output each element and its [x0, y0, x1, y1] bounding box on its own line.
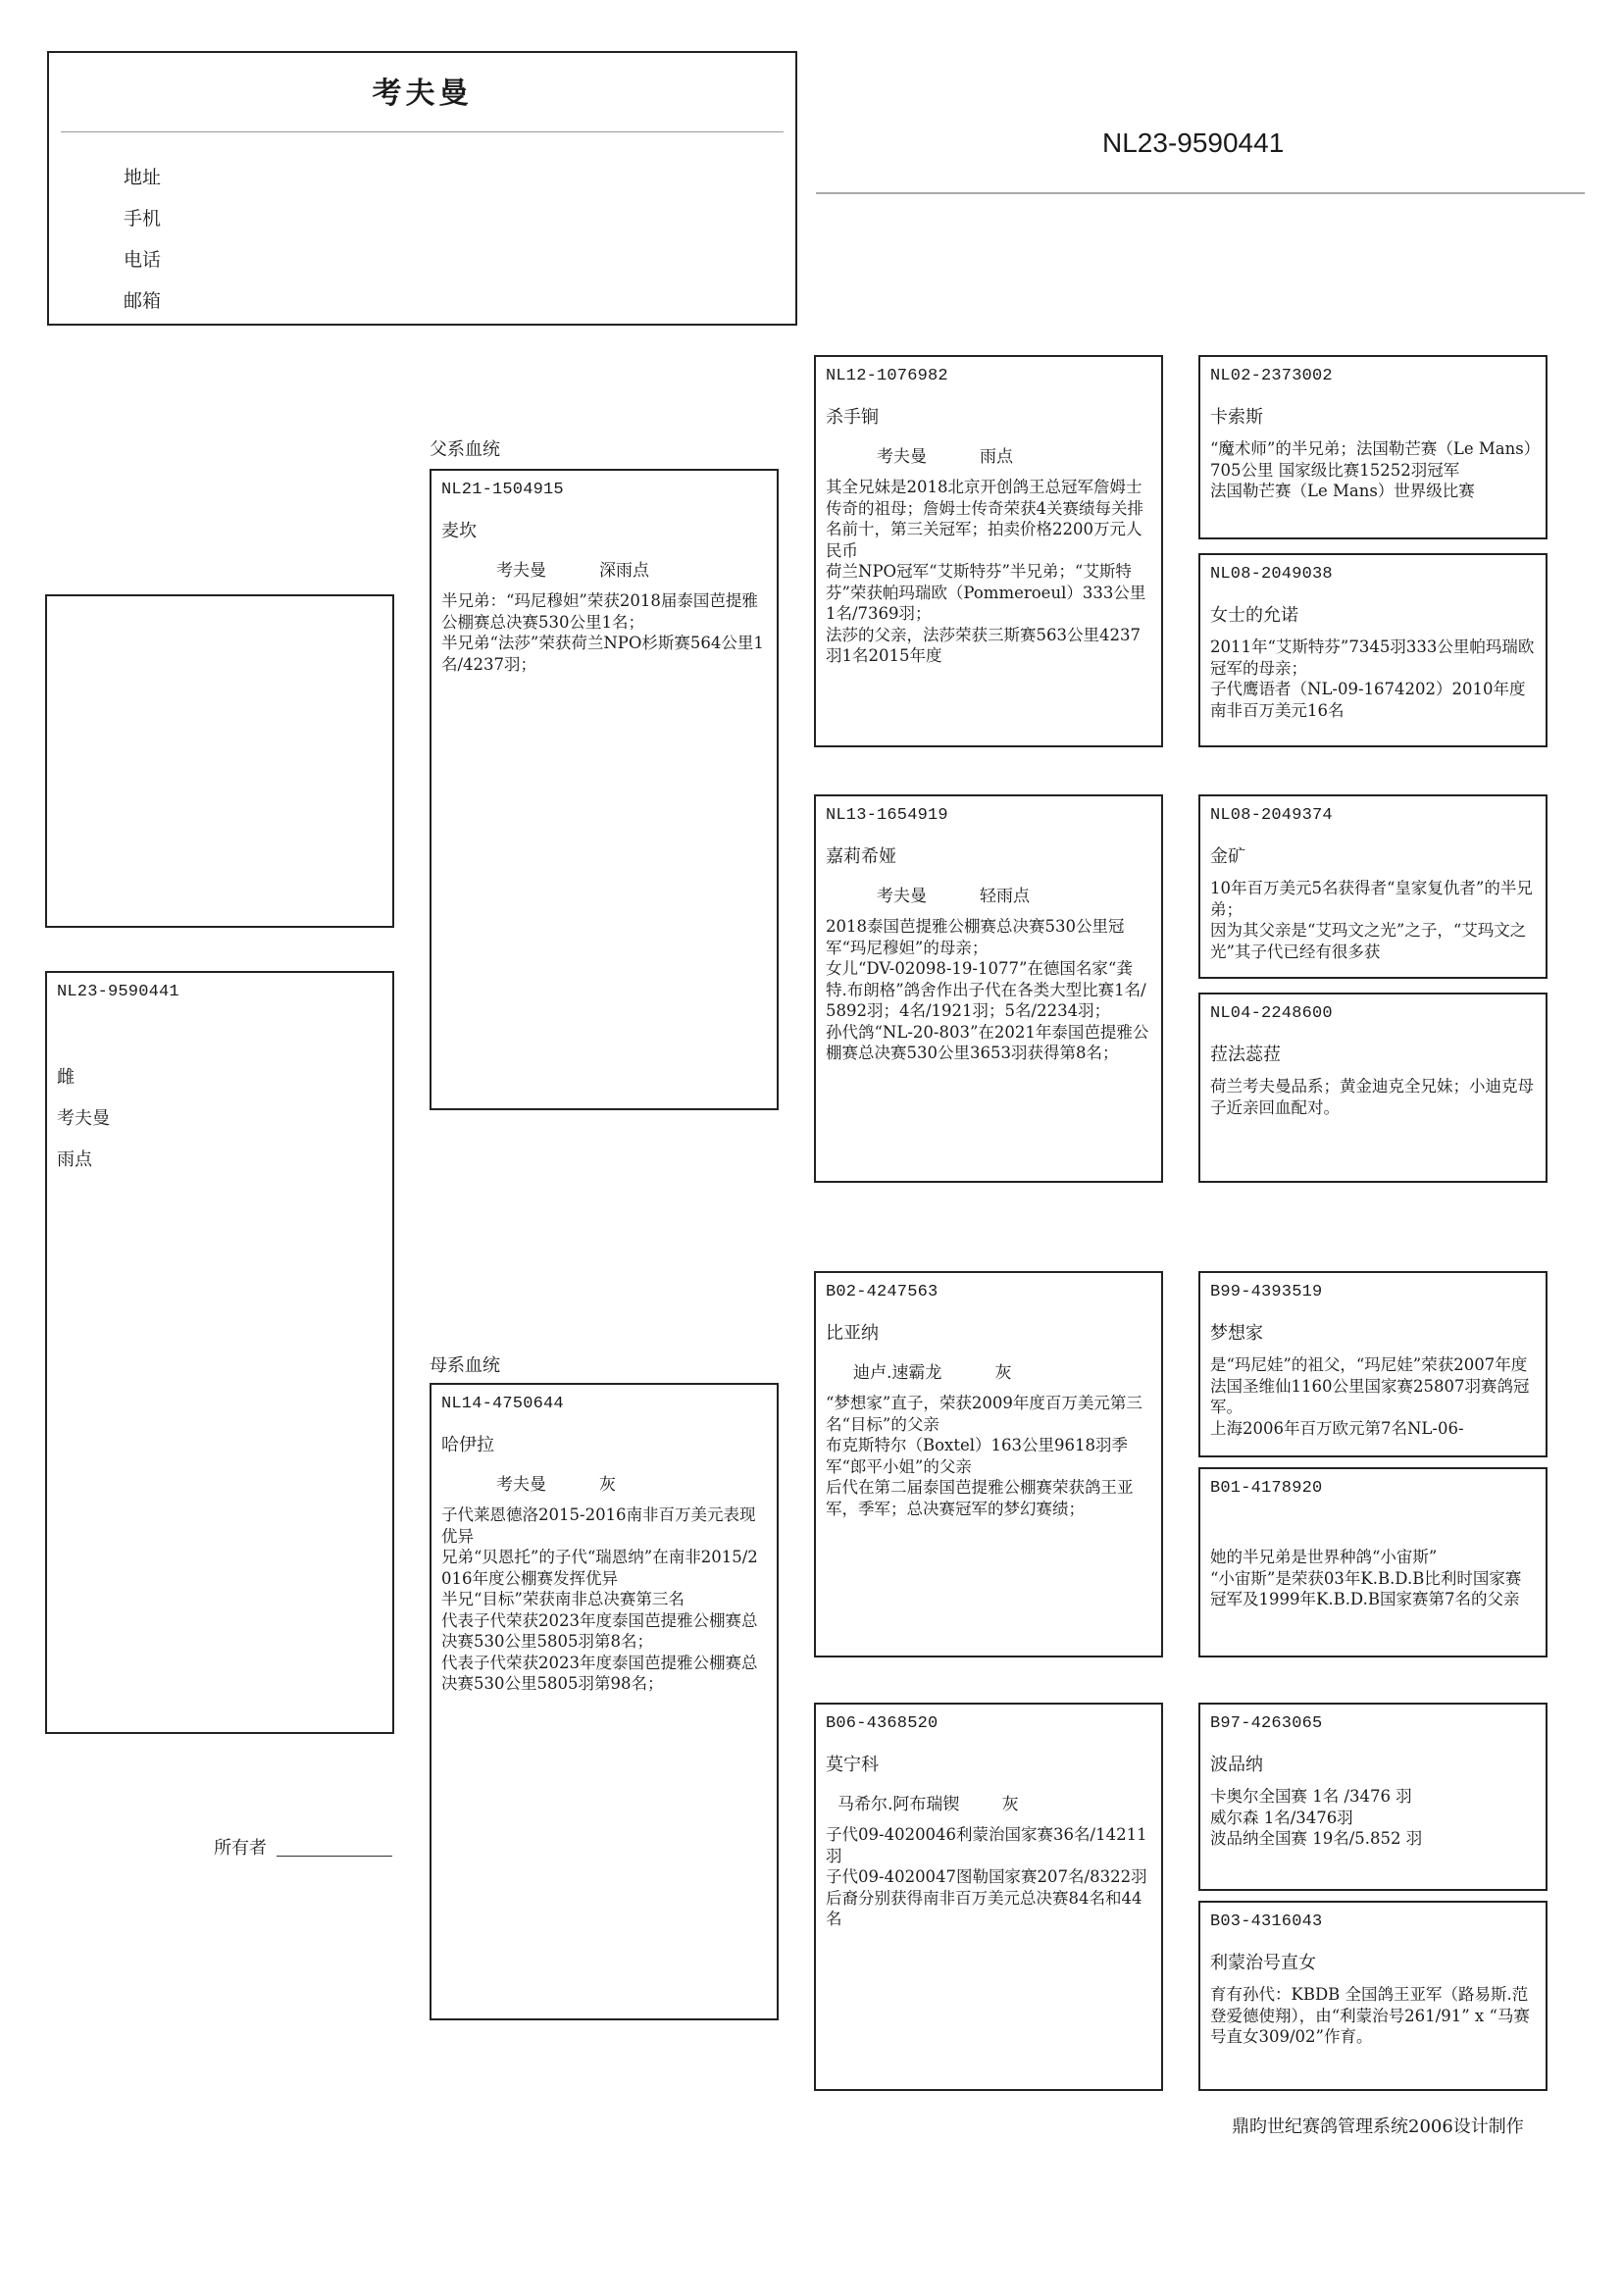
ggp6-name — [1210, 1515, 1536, 1537]
contact-email: 邮箱 — [124, 290, 162, 312]
gp2-ring: NL13-1654919 — [826, 806, 948, 825]
note-line: 育有孙代：KBDB 全国鸽王亚军（路易斯.范登爱德使翔），由“利蒙治号261/91” x “马赛号直女309/02”作育。 — [1210, 1985, 1530, 2046]
gp1-name: 杀手锏 — [826, 407, 879, 428]
gp3-ring: B02-4247563 — [826, 1283, 939, 1301]
dam-ring: NL14-4750644 — [441, 1395, 564, 1413]
sire-card — [430, 469, 779, 1110]
note-line: 2011年“艾斯特芬”7345羽333公里帕玛瑞欧冠军的母亲； — [1210, 637, 1535, 678]
gp3-notes — [826, 1393, 1151, 1519]
note-line: 半兄弟“法莎”荣获荷兰NPO杉斯赛564公里1名/4237羽； — [441, 634, 764, 674]
note-line: 因为其父亲是“艾玛文之光”之子，“艾玛文之光”其子代已经有很多获 — [1210, 921, 1527, 961]
subject-sex: 雌 — [57, 1067, 75, 1088]
note-line: 子代09-4020046利蒙治国家赛36名/14211羽 — [826, 1825, 1147, 1865]
mother-line-label: 母系血统 — [430, 1355, 500, 1376]
dam-strain-color: 考夫曼 灰 — [496, 1475, 617, 1495]
note-line: 兄弟“贝恩托”的子代“瑞恩纳”在南非2015/2016年度公棚赛发挥优异 — [441, 1548, 758, 1588]
subject-bird-card — [45, 971, 394, 1734]
gp2-notes — [826, 916, 1151, 1064]
dam-name: 哈伊拉 — [441, 1435, 494, 1455]
subject-strain: 考夫曼 — [57, 1108, 110, 1129]
ggp3-ring: NL08-2049374 — [1210, 806, 1333, 825]
owner-signature-line — [277, 1856, 392, 1857]
ggp6-ring: B01-4178920 — [1210, 1479, 1323, 1498]
note-line: 女儿“DV-02098-19-1077”在德国名家“龚特.布朗格”鸽舍作出子代在各类大型比赛1名/5892羽；4名/1921羽；5名/2234羽； — [826, 959, 1146, 1020]
gp1-notes — [826, 477, 1151, 667]
great-grandparent-card-3 — [1198, 794, 1548, 979]
ggp2-notes — [1210, 637, 1536, 721]
contact-address: 地址 — [124, 167, 162, 188]
bird-photo-frame — [45, 594, 394, 928]
note-line: 法国勒芒赛（Le Mans）世界级比赛 — [1210, 482, 1475, 500]
note-line: 半兄弟：“玛尼穆妲”荣获2018届泰国芭提雅公棚赛总决赛530公里1名； — [441, 591, 758, 632]
note-line: 子代鹰语者（NL-09-1674202）2010年度南非百万美元16名 — [1210, 680, 1526, 720]
grandparent-card-4 — [814, 1703, 1163, 2091]
note-line: 后裔分别获得南非百万美元总决赛84名和44名 — [826, 1888, 1142, 1928]
note-line: 卡奥尔全国赛 1名 /3476 羽 — [1210, 1787, 1412, 1806]
gp3-name: 比亚纳 — [826, 1323, 879, 1344]
gp1-strain-color: 考夫曼 雨点 — [877, 447, 1014, 467]
gp4-ring: B06-4368520 — [826, 1714, 939, 1733]
ggp4-ring: NL04-2248600 — [1210, 1004, 1333, 1023]
note-line: 是“玛尼娃”的祖父，“玛尼娃”荣获2007年度法国圣维仙1160公里国家赛25807羽赛鸽冠军。 — [1210, 1355, 1530, 1416]
contact-phone: 电话 — [124, 249, 162, 271]
grandparent-card-1 — [814, 355, 1163, 747]
ggp1-name: 卡索斯 — [1210, 407, 1263, 428]
note-line: “魔术师”的半兄弟；法国勒芒赛（Le Mans）705公里 国家级比赛15252羽冠军 — [1210, 439, 1532, 480]
note-line: 法莎的父亲，法莎荣获三斯赛563公里4237羽1名2015年度 — [826, 625, 1141, 665]
grandparent-card-3 — [814, 1271, 1163, 1657]
note-line: 子代09-4020047图勒国家赛207名/8322羽 — [826, 1867, 1147, 1886]
note-line: 半兄“目标”荣获南非总决赛第三名 — [441, 1590, 685, 1608]
gp4-name: 莫宁科 — [826, 1755, 879, 1775]
ggp2-name: 女士的允诺 — [1210, 605, 1298, 626]
ggp3-name: 金矿 — [1210, 846, 1245, 867]
note-line: 2018泰国芭提雅公棚赛总决赛530公里冠军“玛尼穆妲”的母亲； — [826, 917, 1125, 957]
ggp5-ring: B99-4393519 — [1210, 1283, 1323, 1301]
note-line: 她的半兄弟是世界种鸽“小宙斯” — [1210, 1548, 1438, 1566]
sire-notes — [441, 590, 767, 675]
note-line: 波品纳全国赛 19名/5.852 羽 — [1210, 1829, 1423, 1848]
note-line: 布克斯特尔（Boxtel）163公里9618羽季军“郎平小姐”的父亲 — [826, 1436, 1129, 1476]
note-line: “小宙斯”是荣获03年K.B.D.B比利时国家赛冠军及1999年K.B.D.B国家赛第7名的父亲 — [1210, 1568, 1522, 1608]
ggp3-notes — [1210, 878, 1536, 962]
owner-header — [47, 51, 797, 326]
grandparent-card-2 — [814, 794, 1163, 1183]
contact-mobile: 手机 — [124, 208, 162, 229]
sire-name: 麦坎 — [441, 521, 477, 541]
note-line: 其全兄妹是2018北京开创鸽王总冠军詹姆士传奇的祖母；詹姆士传奇荣获4关赛绩每关排名前十，第三关冠军；拍卖价格2200万元人民币 — [826, 478, 1143, 560]
ggp5-notes — [1210, 1354, 1536, 1439]
gp2-strain-color: 考夫曼 轻雨点 — [877, 887, 1031, 906]
header-ring-number: NL23-9590441 — [1102, 127, 1285, 158]
great-grandparent-card-6 — [1198, 1467, 1548, 1657]
ggp7-notes — [1210, 1786, 1536, 1850]
note-line: 代表子代荣获2023年度泰国芭提雅公棚赛总决赛530公里5805羽第98名； — [441, 1653, 758, 1693]
great-grandparent-card-1 — [1198, 355, 1548, 539]
note-line: 代表子代荣获2023年度泰国芭提雅公棚赛总决赛530公里5805羽第8名； — [441, 1610, 758, 1651]
great-grandparent-card-5 — [1198, 1271, 1548, 1457]
gp3-strain-color: 迪卢.速霸龙 灰 — [853, 1363, 1012, 1383]
ggp8-name: 利蒙治号直女 — [1210, 1953, 1316, 1973]
gp4-strain-color: 马希尔.阿布瑞锲 灰 — [837, 1795, 1019, 1814]
footer-credit: 鼎昀世纪赛鸽管理系统2006设计制作 — [1232, 2116, 1524, 2137]
ggp6-notes — [1210, 1547, 1536, 1610]
gp2-name: 嘉莉希娅 — [826, 846, 896, 867]
subject-color: 雨点 — [57, 1149, 92, 1170]
sire-ring: NL21-1504915 — [441, 481, 564, 499]
owner-label: 所有者 — [214, 1838, 267, 1859]
ggp4-notes — [1210, 1076, 1536, 1118]
ggp5-name: 梦想家 — [1210, 1323, 1263, 1344]
note-line: 10年百万美元5名获得者“皇家复仇者”的半兄弟； — [1210, 879, 1533, 919]
note-line: 威尔森 1名/3476羽 — [1210, 1808, 1353, 1827]
ggp4-name: 菈法蕊菈 — [1210, 1045, 1281, 1065]
note-line: 子代莱恩德洛2015-2016南非百万美元表现优异 — [441, 1505, 756, 1546]
ggp8-ring: B03-4316043 — [1210, 1912, 1323, 1931]
note-line: 荷兰考夫曼品系；黄金迪克全兄妹；小迪克母子近亲回血配对。 — [1210, 1077, 1534, 1117]
dam-notes — [441, 1504, 767, 1695]
sire-strain-color: 考夫曼 深雨点 — [496, 561, 650, 581]
ggp1-ring: NL02-2373002 — [1210, 367, 1333, 385]
note-line: 孙代鸽“NL-20-803”在2021年泰国芭提雅公棚赛总决赛530公里3653羽获得第8名； — [826, 1022, 1149, 1062]
great-grandparent-card-7 — [1198, 1703, 1548, 1891]
ggp2-ring: NL08-2049038 — [1210, 565, 1333, 584]
note-line: “梦想家”直子，荣获2009年度百万美元第三名“目标”的父亲 — [826, 1394, 1142, 1434]
header-ring-underline — [816, 192, 1585, 194]
ggp8-notes — [1210, 1984, 1536, 2048]
ggp7-name: 波品纳 — [1210, 1755, 1263, 1775]
note-line: 后代在第二届泰国芭提雅公棚赛荣获鸽王亚军，季军；总决赛冠军的梦幻赛绩； — [826, 1478, 1134, 1518]
gp4-notes — [826, 1824, 1151, 1930]
dam-card — [430, 1383, 779, 2020]
father-line-label: 父系血统 — [430, 439, 500, 460]
header-divider — [61, 131, 784, 132]
ggp1-notes — [1210, 438, 1536, 502]
great-grandparent-card-2 — [1198, 553, 1548, 747]
note-line: 荷兰NPO冠军“艾斯特芬”半兄弟；“艾斯特芬”荣获帕玛瑞欧（Pommeroeul）333公里 1名/7369羽； — [826, 562, 1146, 623]
subject-ring: NL23-9590441 — [57, 983, 179, 1001]
great-grandparent-card-4 — [1198, 993, 1548, 1183]
gp1-ring: NL12-1076982 — [826, 367, 948, 385]
owner-title: 考夫曼 — [372, 76, 473, 111]
note-line: 上海2006年百万欧元第7名NL-06- — [1210, 1418, 1464, 1438]
great-grandparent-card-8 — [1198, 1901, 1548, 2091]
ggp7-ring: B97-4263065 — [1210, 1714, 1323, 1733]
